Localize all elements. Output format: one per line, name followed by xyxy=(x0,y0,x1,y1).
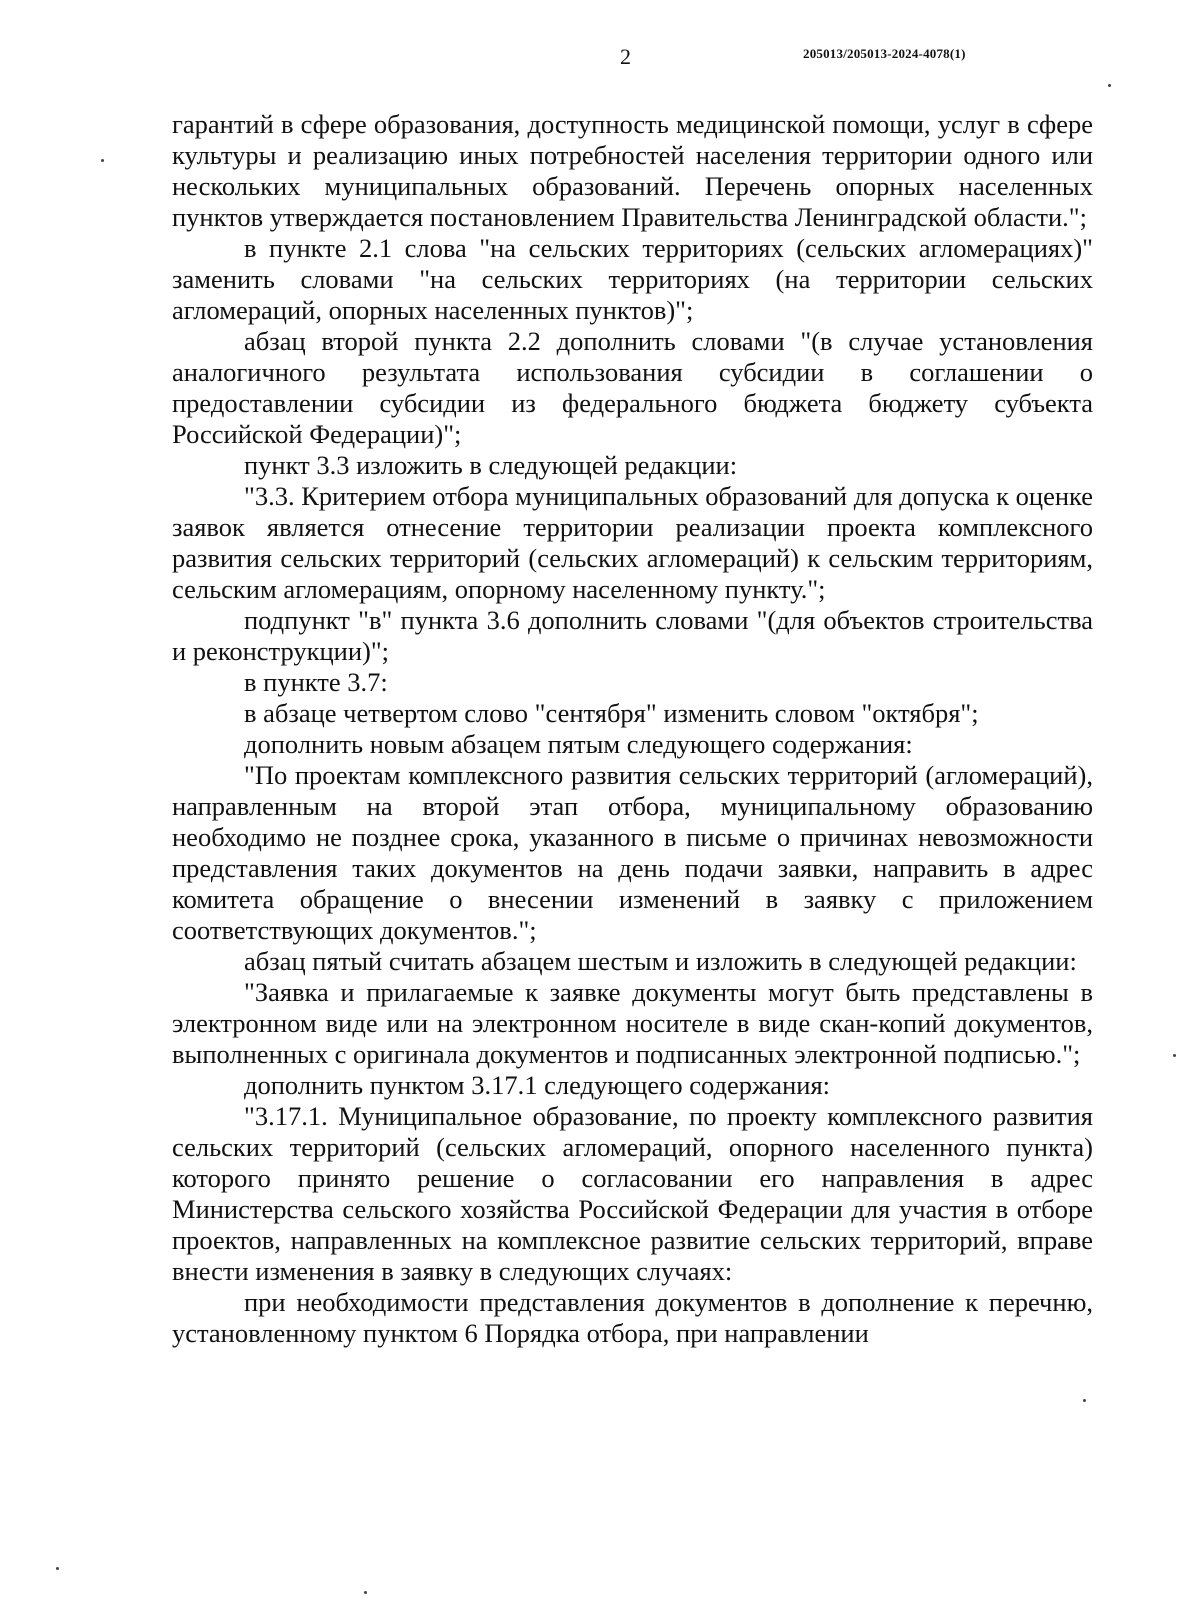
scan-speck xyxy=(1108,84,1111,87)
paragraph-item-3-7-fifth-text: "По проектам комплексного развития сельских территорий (агломераций), направленным на второй этап отбора, муниципальному образованию необходимо не позднее срока, указанного в письме о причинах невозможности представления таких документов на день подачи заявки, направить в адрес комитета обращение о внесении изменений в заявку с приложением соответствующих документов."; xyxy=(172,760,1093,945)
paragraph-item-2-2: абзац второй пункта 2.2 дополнить словами "(в случае установления аналогичного результата использования субсидии в соглашении о предоставлении субсидии из федерального бюджета бюджету субъекта Российской Федерации)"; xyxy=(172,326,1093,449)
paragraph-item-3-7-sixth-text: "Заявка и прилагаемые к заявке документы могут быть представлены в электронном виде или на электронном носителе в виде скан-копий документов, выполненных с оригинала документов и подписанных электронной подписью."; xyxy=(172,977,1093,1069)
paragraph-item-3-17-1-case: при необходимости представления документов в дополнение к перечню, установленному пунктом 6 Порядка отбора, при направлении xyxy=(172,1287,1093,1348)
paragraph-item-2-1: в пункте 2.1 слова "на сельских территориях (сельских агломерациях)" заменить словами "на сельских территориях (на территории сельских агломераций, опорных населенных пунктов)"; xyxy=(172,233,1093,325)
scan-speck xyxy=(364,1591,367,1594)
scan-speck xyxy=(56,1567,59,1570)
paragraph-item-3-3-text: "3.3. Критерием отбора муниципальных образований для допуска к оценке заявок является отнесение территории реализации проекта комплексного развития сельских территорий (сельских агломераций) к сельским территориям, сельским агломерациям, опорному населенному пункту."; xyxy=(172,481,1093,604)
paragraph-continuation: гарантий в сфере образования, доступность медицинской помощи, услуг в сфере культуры и реализацию иных потребностей населения территории одного или нескольких муниципальных образований. Перечень опорных населенных пунктов утверждается постановлением Правительства Ленинградской области."; xyxy=(172,109,1093,232)
paragraph-item-3-7-intro: в пункте 3.7: xyxy=(244,667,388,697)
scan-speck xyxy=(1083,1399,1086,1402)
document-body xyxy=(172,109,1093,1349)
scan-speck xyxy=(1173,1054,1176,1057)
paragraph-item-3-6: подпункт "в" пункта 3.6 дополнить словами "(для объектов строительства и реконструкции)"; xyxy=(172,605,1093,666)
page-number: 2 xyxy=(620,44,631,69)
paragraph-item-3-7-fourth: в абзаце четвертом слово "сентября" изменить словом "октября"; xyxy=(244,698,979,728)
paragraph-item-3-17-1-text: "3.17.1. Муниципальное образование, по проекту комплексного развития сельских территорий (сельских агломераций, опорного населенного пункта) которого принято решение о согласовании его направления в адрес Министерства сельского хозяйства Российской Федерации для участия в отборе проектов, направленных на комплексное развитие сельских территорий, вправе внести изменения в заявку в следующих случаях: xyxy=(172,1101,1093,1286)
document-id: 205013/205013-2024-4078(1) xyxy=(803,46,966,61)
paragraph-item-3-7-sixth-intro: абзац пятый считать абзацем шестым и изложить в следующей редакции: xyxy=(244,946,1077,976)
paragraph-item-3-17-1-intro: дополнить пунктом 3.17.1 следующего содержания: xyxy=(244,1070,830,1100)
scan-speck xyxy=(101,159,104,162)
paragraph-item-3-7-fifth-intro: дополнить новым абзацем пятым следующего содержания: xyxy=(244,729,913,759)
paragraph-item-3-3-intro: пункт 3.3 изложить в следующей редакции: xyxy=(244,450,738,480)
